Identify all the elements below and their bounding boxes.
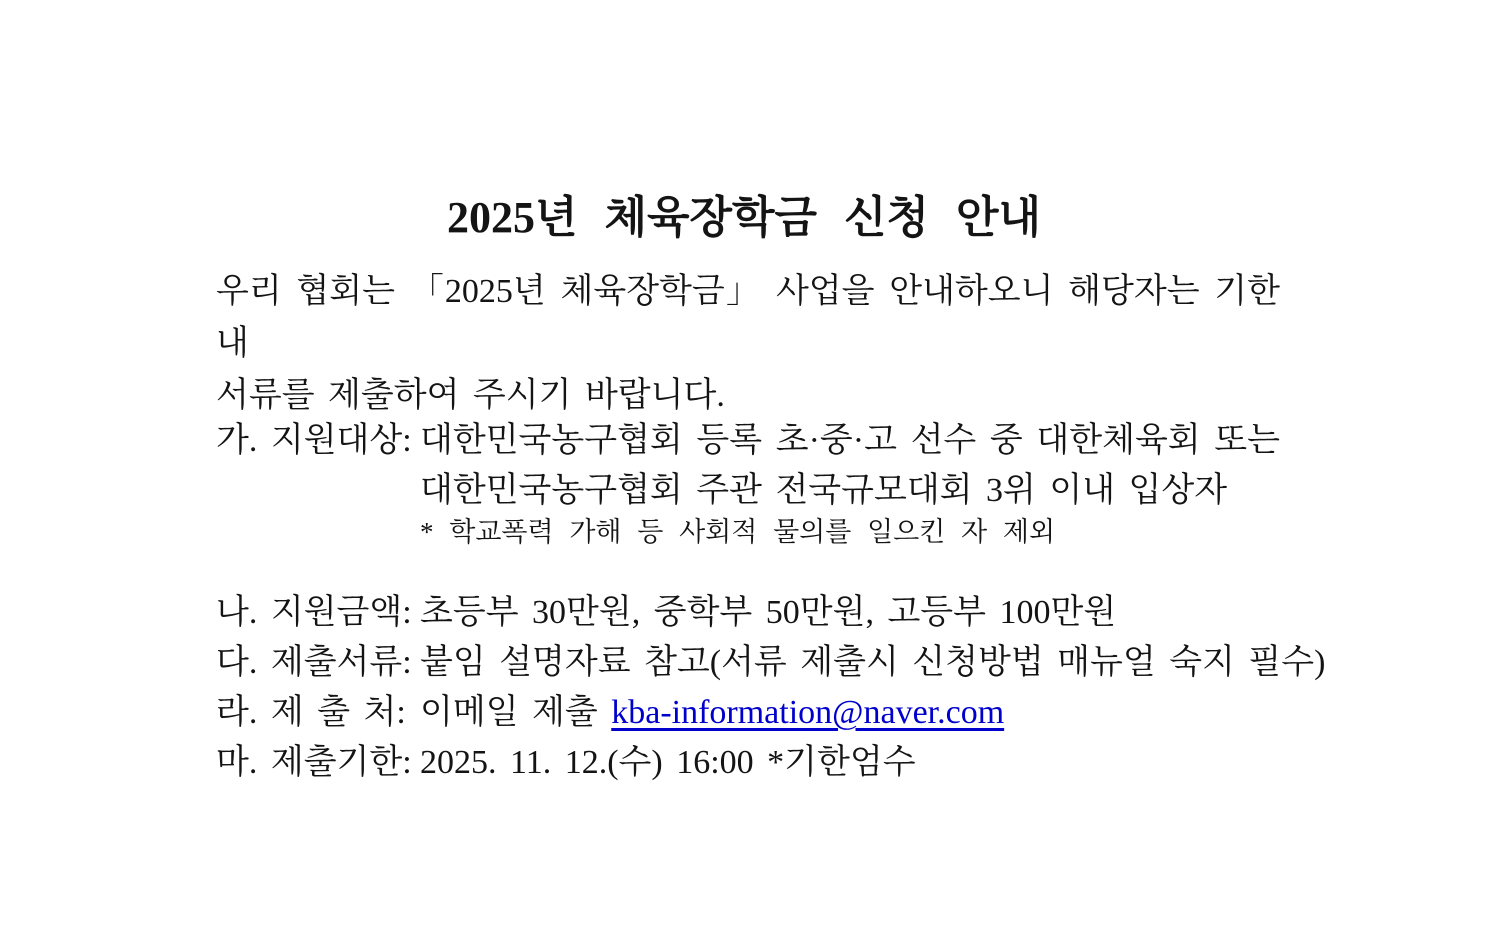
section-support-target bbox=[216, 416, 1280, 516]
document-title: 2025년 체육장학금 신청 안내 bbox=[446, 193, 1042, 243]
intro-paragraph bbox=[216, 266, 1280, 422]
list-item-submission bbox=[216, 688, 1280, 738]
submission-value bbox=[420, 688, 1280, 738]
support-target-content bbox=[420, 416, 1280, 516]
amount-label: 나. 지원금액: bbox=[216, 594, 412, 631]
deadline-value: 2025. 11. 12.(수) 16:00 *기한엄수 bbox=[420, 744, 916, 781]
list-item-documents bbox=[216, 638, 1326, 688]
documents-label: 다. 제출서류: bbox=[216, 644, 412, 681]
list-item-deadline bbox=[216, 738, 1280, 788]
submission-label: 라. 제 출 처: bbox=[216, 694, 406, 731]
amount-value: 초등부 30만원, 중학부 50만원, 고등부 100만원 bbox=[420, 594, 1117, 631]
documents-value: 붙임 설명자료 참고(서류 제출시 신청방법 매뉴얼 숙지 필수) bbox=[420, 644, 1326, 681]
detail-list bbox=[216, 588, 1326, 788]
submission-method-text: 이메일 제출 bbox=[420, 694, 612, 731]
exclusion-note: * 학교폭력 가해 등 사회적 물의를 일으킨 자 제외 bbox=[420, 517, 1056, 547]
list-item-amount bbox=[216, 588, 1280, 638]
support-target-line-1: 대한민국농구협회 등록 초·중·고 선수 중 대한체육회 또는 bbox=[420, 422, 1280, 459]
submission-email-link[interactable]: kba-information@naver.com bbox=[611, 694, 1005, 731]
intro-line-1: 우리 협회는 「2025년 체육장학금」 사업을 안내하오니 해당자는 기한 내 bbox=[216, 273, 1280, 362]
support-target-label: 가. 지원대상: bbox=[216, 422, 412, 459]
deadline-label: 마. 제출기한: bbox=[216, 744, 412, 781]
intro-line-2: 서류를 제출하여 주시기 바랍니다. bbox=[216, 377, 725, 414]
support-target-line-2: 대한민국농구협회 주관 전국규모대회 3위 이내 입상자 bbox=[420, 472, 1228, 509]
